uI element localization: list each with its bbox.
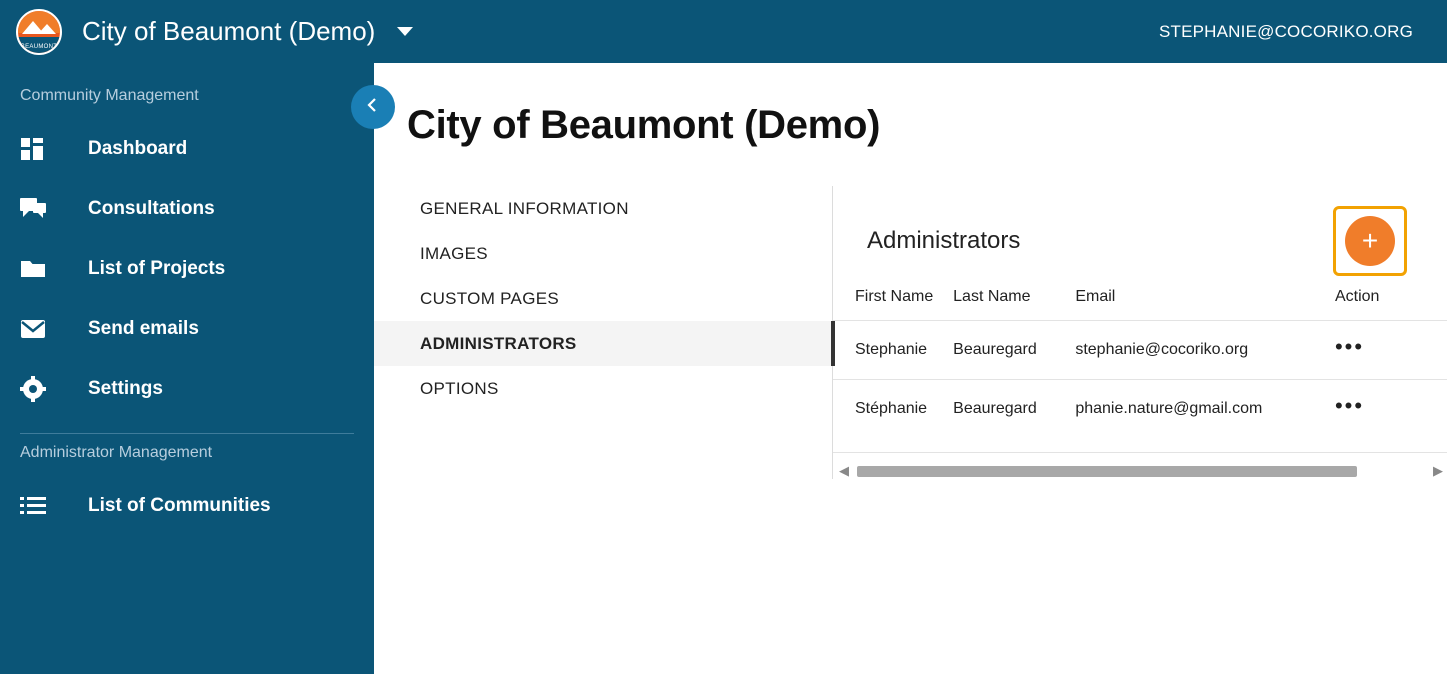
column-header-action: Action xyxy=(1334,288,1380,305)
tab-general-information[interactable]: GENERAL INFORMATION xyxy=(420,198,629,218)
folder-icon xyxy=(20,258,56,280)
sidebar-item-label: Settings xyxy=(88,378,163,399)
sidebar-item-label: Consultations xyxy=(88,198,215,219)
sidebar-item-dashboard[interactable] xyxy=(0,119,374,179)
tab-custom-pages[interactable]: CUSTOM PAGES xyxy=(420,288,559,308)
cell-last-name: Beauregard xyxy=(953,380,1075,439)
cell-first-name: Stéphanie xyxy=(833,380,953,439)
sidebar-section-administrator-management: Administrator Management xyxy=(20,444,213,461)
cell-last-name: Beauregard xyxy=(953,321,1075,380)
chevron-left-icon xyxy=(365,97,381,118)
table-horizontal-scrollbar[interactable] xyxy=(833,452,1447,479)
scrollbar-thumb[interactable] xyxy=(857,466,1357,477)
table-header-row xyxy=(833,278,1447,321)
list-icon xyxy=(20,496,56,516)
sidebar-item-consultations[interactable] xyxy=(0,179,374,239)
table-row xyxy=(833,321,1447,380)
envelope-icon xyxy=(20,319,56,339)
column-header-email[interactable]: Email xyxy=(1075,288,1116,305)
cell-first-name: Stephanie xyxy=(833,321,953,380)
chat-bubble-icon xyxy=(20,197,56,221)
page-title: City of Beaumont (Demo) xyxy=(407,103,881,147)
sidebar-item-label: List of Communities xyxy=(88,495,271,516)
administrators-header xyxy=(833,186,1447,278)
cell-email: stephanie@cocoriko.org xyxy=(1075,321,1335,380)
sidebar xyxy=(0,63,374,674)
column-header-first-name[interactable]: First Name xyxy=(855,288,934,305)
sidebar-item-label: Dashboard xyxy=(88,138,188,159)
cell-email: phanie.nature@gmail.com xyxy=(1075,380,1335,439)
row-actions-menu-icon[interactable]: ••• xyxy=(1334,393,1365,418)
settings-body xyxy=(374,186,1447,479)
sidebar-item-label: List of Projects xyxy=(88,258,226,279)
sidebar-section-community-management: Community Management xyxy=(20,87,199,104)
sidebar-item-label: Send emails xyxy=(88,318,199,339)
scrollbar-track[interactable] xyxy=(857,466,1425,477)
administrators-title: Administrators xyxy=(867,227,1021,254)
sidebar-collapse-button[interactable] xyxy=(351,85,395,129)
add-administrator-highlight xyxy=(1333,206,1407,276)
administrators-panel xyxy=(833,186,1447,479)
sidebar-item-list-of-projects[interactable] xyxy=(0,239,374,299)
tab-options[interactable]: OPTIONS xyxy=(420,378,499,398)
chevron-down-icon[interactable] xyxy=(397,27,413,36)
add-administrator-button[interactable]: + xyxy=(1345,216,1395,266)
column-header-last-name[interactable]: Last Name xyxy=(953,288,1031,305)
sidebar-item-send-emails[interactable] xyxy=(0,299,374,359)
table-row xyxy=(833,380,1447,439)
gear-icon xyxy=(20,376,56,402)
sidebar-item-list-of-communities[interactable] xyxy=(0,476,374,536)
main-content xyxy=(374,63,1447,674)
sidebar-item-settings[interactable] xyxy=(0,359,374,419)
top-bar xyxy=(0,0,1447,63)
tab-images[interactable]: IMAGES xyxy=(420,243,488,263)
user-email-label[interactable]: STEPHANIE@COCORIKO.ORG xyxy=(1158,21,1413,41)
tab-administrators[interactable]: ADMINISTRATORS xyxy=(374,321,832,366)
scroll-left-icon[interactable]: ◀ xyxy=(839,463,849,478)
scroll-right-icon[interactable]: ▶ xyxy=(1433,463,1443,478)
settings-tab-list xyxy=(374,186,833,479)
logo-wordmark: BEAUMONT xyxy=(20,43,58,50)
administrators-table xyxy=(833,278,1447,438)
dashboard-grid-icon xyxy=(20,137,56,161)
app-logo xyxy=(16,9,62,55)
row-actions-menu-icon[interactable]: ••• xyxy=(1334,334,1365,359)
community-title: City of Beaumont (Demo) xyxy=(82,16,376,46)
